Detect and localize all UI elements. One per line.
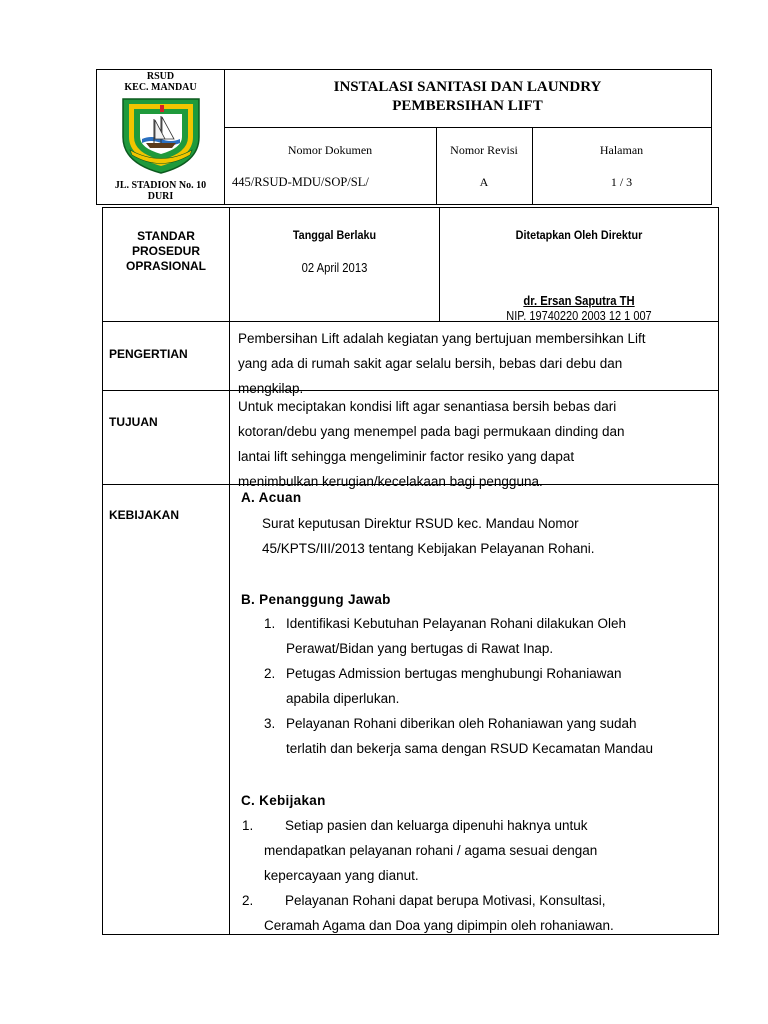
tujuan-text [238, 394, 625, 494]
list-item: 1. Setiap pasien dan keluarga dipenuhi haknya untuk mendapatkan pelayanan rohani / agama sesuai dengan kepercayaan yang dianut. [242, 818, 598, 883]
page-label: Halaman [599, 143, 644, 157]
sop-label [103, 229, 229, 274]
list-item: 2. Pelayanan Rohani dapat berupa Motivasi, Konsultasi, Ceramah Agama dan Doa yang dipimpin oleh rohaniawan. [242, 893, 614, 933]
sop-label-line-1: STANDAR [137, 229, 195, 243]
date-column-divider [439, 208, 440, 321]
sop-label-line-3: OPRASIONAL [125, 259, 206, 273]
tujuan-line-4: menimbulkan kerugian/kecelakaan bagi pengguna. [238, 474, 543, 489]
hospital-name-1: RSUD [146, 71, 175, 82]
sop-label-line-2: PROSEDUR [131, 244, 200, 258]
tujuan-line-2: kotoran/debu yang menempel pada bagi permukaan dinding dan [238, 424, 625, 439]
list-item: 2. Petugas Admission bertugas menghubungi Rohaniawan apabila diperlukan. [264, 666, 622, 706]
tujuan-line-3: lantai lift sehingga mengeliminir factor resiko yang dapat [238, 449, 575, 464]
hospital-logo-icon [118, 95, 204, 175]
hospital-address-1: JL. STADION No. 10 [114, 180, 207, 191]
doc-number-value: 445/RSUD-MDU/SOP/SL/ [232, 175, 369, 189]
director-name: dr. Ersan Saputra TH [523, 294, 635, 308]
document-title-2: PEMBERSIHAN LIFT [392, 98, 543, 114]
approved-by-label: Ditetapkan Oleh Direktur [515, 228, 643, 242]
pengertian-line-3: mengkilap. [238, 381, 304, 396]
acuan-text [262, 511, 594, 561]
tujuan-label: TUJUAN [109, 415, 158, 429]
effective-date-label: Tanggal Berlaku [292, 228, 377, 242]
list-item: 3. Pelayanan Rohani diberikan oleh Rohaniawan yang sudah terlatih dan bekerja sama dengan RSUD Kecamatan Mandau [264, 716, 653, 756]
pengertian-text [238, 326, 646, 401]
kebijakan-label: KEBIJAKAN [109, 508, 180, 522]
acuan-line-2: 45/KPTS/III/2013 tentang Kebijakan Pelayanan Rohani. [262, 541, 595, 556]
title-area [224, 70, 711, 128]
page-cell [532, 127, 711, 204]
revision-cell [436, 127, 533, 204]
logo-cell [97, 70, 225, 204]
pengertian-line-1: Pembersihan Lift adalah kegiatan yang bertujuan membersihkan Lift [238, 331, 646, 346]
pengertian-line-2: yang ada di rumah sakit agar selalu bersih, bebas dari debu dan [238, 356, 623, 371]
sop-table [102, 207, 719, 935]
acuan-heading: A. Acuan [241, 490, 302, 505]
kebijakan-c-heading: C. Kebijakan [241, 793, 326, 808]
penanggung-jawab-heading: B. Penanggung Jawab [241, 592, 391, 607]
doc-number-cell [224, 127, 437, 204]
list-item: 1. Identifikasi Kebutuhan Pelayanan Rohani dilakukan Oleh Perawat/Bidan yang bertugas di Rawat Inap. [264, 616, 626, 656]
document-title-1: INSTALASI SANITASI DAN LAUNDRY [333, 79, 602, 95]
tujuan-line-1: Untuk meciptakan kondisi lift agar senantiasa bersih bebas dari [238, 399, 617, 414]
header-table [96, 69, 712, 205]
revision-label: Nomor Revisi [450, 143, 518, 157]
effective-date-value: 02 April 2013 [301, 261, 368, 275]
director-nip: NIP. 19740220 2003 12 1 007 [506, 309, 652, 323]
hospital-address-2: DURI [147, 191, 174, 202]
label-column-divider [229, 208, 230, 934]
hospital-name-2: KEC. MANDAU [124, 82, 197, 93]
pengertian-label: PENGERTIAN [109, 347, 188, 361]
kebijakan-c-list [242, 813, 614, 938]
acuan-line-1: Surat keputusan Direktur RSUD kec. Mandau Nomor [262, 516, 579, 531]
doc-number-label: Nomor Dokumen [287, 143, 373, 157]
penanggung-jawab-list [264, 611, 653, 761]
revision-value: A [479, 175, 489, 189]
page-value: 1 / 3 [610, 175, 633, 189]
